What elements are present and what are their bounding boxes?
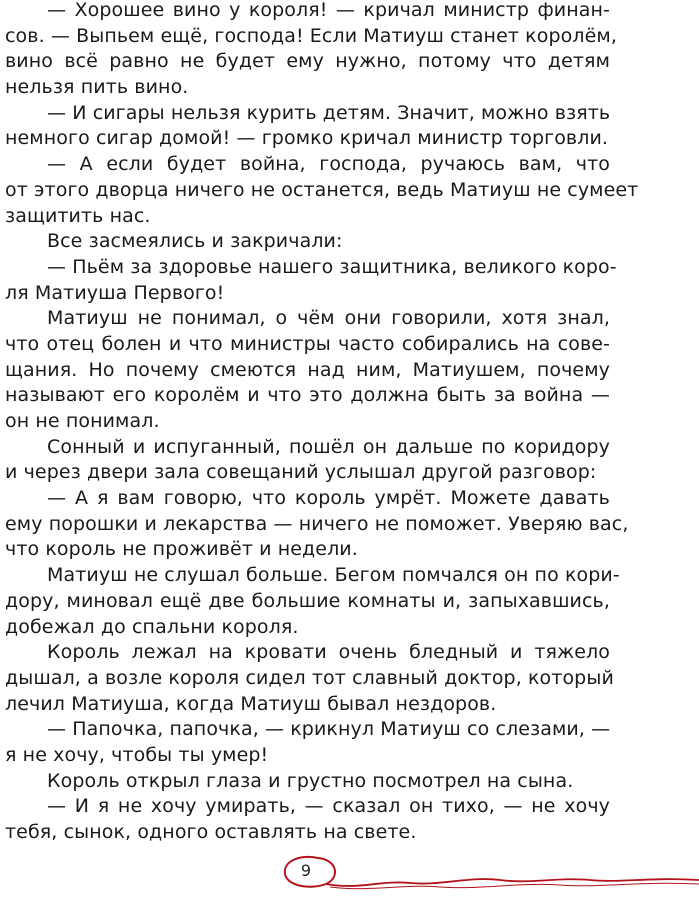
text-line: Король открыл глаза и грустно посмотрел на сына.	[47, 769, 574, 792]
text-line: ля Матиуша Первого!	[5, 281, 225, 304]
text-line: Матиуш не понимал, о чём они говорили, хотя знал,	[47, 307, 610, 330]
swash-line-thin	[330, 883, 699, 888]
text-line: дору, миновал ещё две большие комнаты и, запыхавшись,	[5, 589, 610, 612]
text-line: я не хочу, чтобы ты умер!	[5, 743, 269, 766]
text-line: и через двери зала совещаний услышал другой разговор:	[5, 461, 597, 484]
text-line: Матиуш не слушал больше. Бегом помчался он по кори-	[47, 564, 620, 587]
text-line: он не понимал.	[5, 410, 160, 432]
text-line: — И я не хочу умирать, — сказал он тихо, — не хочу	[47, 795, 610, 818]
text-line: ему порошки и лекарства — ничего не поможет. Уверяю вас,	[5, 512, 629, 535]
text-line: немного сигар домой! — громко кричал министр торговли.	[5, 127, 609, 150]
text-line: — А если будет война, господа, ручаюсь вам, что	[47, 153, 610, 176]
text-line: Все засмеялись и закричали:	[47, 230, 343, 253]
text-line: Король лежал на кровати очень бледный и тяжело	[47, 641, 610, 664]
text-line: Сонный и испуганный, пошёл он дальше по коридору	[47, 435, 610, 458]
text-line: что король не проживёт и недели.	[5, 538, 358, 561]
decorative-swash	[0, 850, 699, 904]
text-line: от этого дворца ничего не останется, ведь Матиуш не сумеет	[5, 178, 639, 201]
text-line: лечил Матиуша, когда Матиуш бывал нездоров.	[5, 692, 497, 715]
text-line: добежал до спальни короля.	[5, 615, 299, 638]
text-line: — Пьём за здоровье нашего защитника, великого коро-	[47, 255, 617, 278]
text-line: сов. — Выпьем ещё, господа! Если Матиуш станет королём,	[5, 24, 617, 47]
body-text	[5, 0, 639, 846]
page-number: 9	[300, 861, 312, 880]
text-line: — Папочка, папочка, — крикнул Матиуш со слезами, —	[47, 718, 611, 741]
text-line: называют его королём и что это должна быть за война —	[5, 384, 610, 407]
page-footer	[0, 850, 699, 904]
text-line: вино всё равно не будет ему нужно, потому что детям	[5, 50, 610, 73]
text-line: — И сигары нельзя курить детям. Значит, можно взять	[47, 101, 611, 124]
text-line: — Хорошее вино у короля! — кричал министр финан-	[47, 0, 610, 21]
text-line: тебя, сынок, одного оставлять на свете.	[5, 821, 417, 843]
text-line: щания. Но почему смеются над ним, Матиушем, почему	[5, 358, 610, 381]
text-line: защитить нас.	[5, 204, 151, 227]
text-line: что отец болен и что министры часто собирались на сове-	[5, 332, 610, 355]
text-line: — А я вам говорю, что король умрёт. Можете давать	[47, 487, 610, 510]
text-line: дышал, а возле короля сидел тот славный доктор, который	[5, 666, 614, 689]
text-line: нельзя пить вино.	[5, 76, 189, 99]
